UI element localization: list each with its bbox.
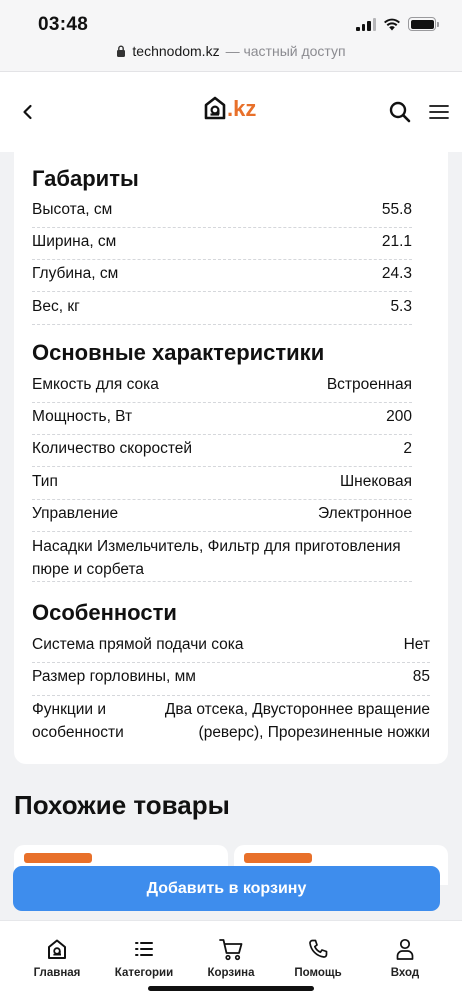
spec-row [32,230,412,260]
spec-value: 21.1 [381,233,412,250]
spec-key: Функции и особенности [32,701,124,741]
section-title-features: Особенности [32,600,177,625]
user-icon [393,937,417,961]
spec-value: Два отсека, Двустороннее вращение (реверс), Прорезиненные ножки [164,701,430,741]
logo[interactable] [204,96,256,120]
url-domain: technodom.kz [132,43,220,59]
spec-row [32,470,412,500]
wifi-icon [383,17,401,31]
spec-key: Мощность, Вт [32,408,133,425]
search-icon [388,100,412,124]
cellular-signal-icon [356,18,376,31]
spec-row [32,295,412,325]
product-badge [244,853,312,863]
status-bar [0,0,462,72]
spec-row [32,405,412,435]
back-button[interactable] [18,102,38,122]
home-indicator [148,986,314,991]
section-title-dimensions: Габариты [32,166,139,191]
spec-key: Высота, см [32,201,113,218]
search-button[interactable] [388,100,412,124]
spec-key: Ширина, см [32,233,117,250]
spec-value: Встроенная [326,376,412,393]
home-icon [45,937,69,961]
nav-label: Корзина [207,967,255,979]
nav-item-help[interactable] [273,937,363,979]
spec-value: Электронное [318,505,412,522]
house-logo-icon [204,96,226,120]
spec-row [32,373,412,403]
specifications-card [14,152,448,764]
spec-row [32,198,412,228]
status-time: 03:48 [38,14,89,35]
spec-row [32,535,412,582]
spec-value: Измельчитель, Фильтр для приготовления пюре и сорбета [32,538,401,578]
spec-key: Система прямой подачи сока [32,636,244,653]
logo-domain: .kz [227,96,257,121]
spec-row [32,502,412,532]
hamburger-menu-icon [428,102,450,122]
nav-label: Вход [390,967,420,979]
battery-icon [408,17,436,31]
phone-icon [306,937,330,961]
spec-key: Насадки [32,538,93,555]
chevron-left-icon [18,102,38,122]
nav-item-home[interactable] [12,937,102,979]
spec-key: Тип [32,473,58,490]
list-icon [132,937,156,961]
app-header [0,72,462,152]
nav-item-login[interactable] [360,937,450,979]
spec-key: Размер горловины, мм [32,668,196,685]
spec-value: 24.3 [381,265,412,282]
url-private-label: — частный доступ [225,43,346,59]
spec-row [32,437,412,467]
spec-value: 5.3 [390,298,412,315]
nav-label: Главная [33,967,81,979]
spec-value: 200 [386,408,412,425]
similar-products-title: Похожие товары [14,790,230,820]
spec-key: Емкость для сока [32,376,159,393]
url-bar[interactable] [0,43,462,59]
cart-icon [218,937,244,961]
menu-button[interactable] [428,102,450,122]
spec-value: Нет [403,636,430,653]
spec-value: 55.8 [381,201,412,218]
spec-row [32,262,412,292]
spec-key: Управление [32,505,119,522]
spec-row [32,633,430,663]
status-icons [356,16,436,32]
nav-label: Помощь [294,967,342,979]
spec-key: Глубина, см [32,265,119,282]
spec-value: 85 [412,668,430,685]
nav-label: Категории [114,967,174,979]
product-badge [24,853,92,863]
nav-item-cart[interactable] [186,937,276,979]
spec-key: Вес, кг [32,298,80,315]
add-to-cart-button[interactable]: Добавить в корзину [13,866,440,911]
spec-row [32,665,430,696]
nav-item-categories[interactable] [99,937,189,979]
spec-key: Количество скоростей [32,440,193,457]
spec-row [32,698,430,748]
lock-icon [116,45,126,57]
spec-value: 2 [403,440,412,457]
spec-value: Шнековая [339,473,412,490]
section-title-main: Основные характеристики [32,340,325,365]
